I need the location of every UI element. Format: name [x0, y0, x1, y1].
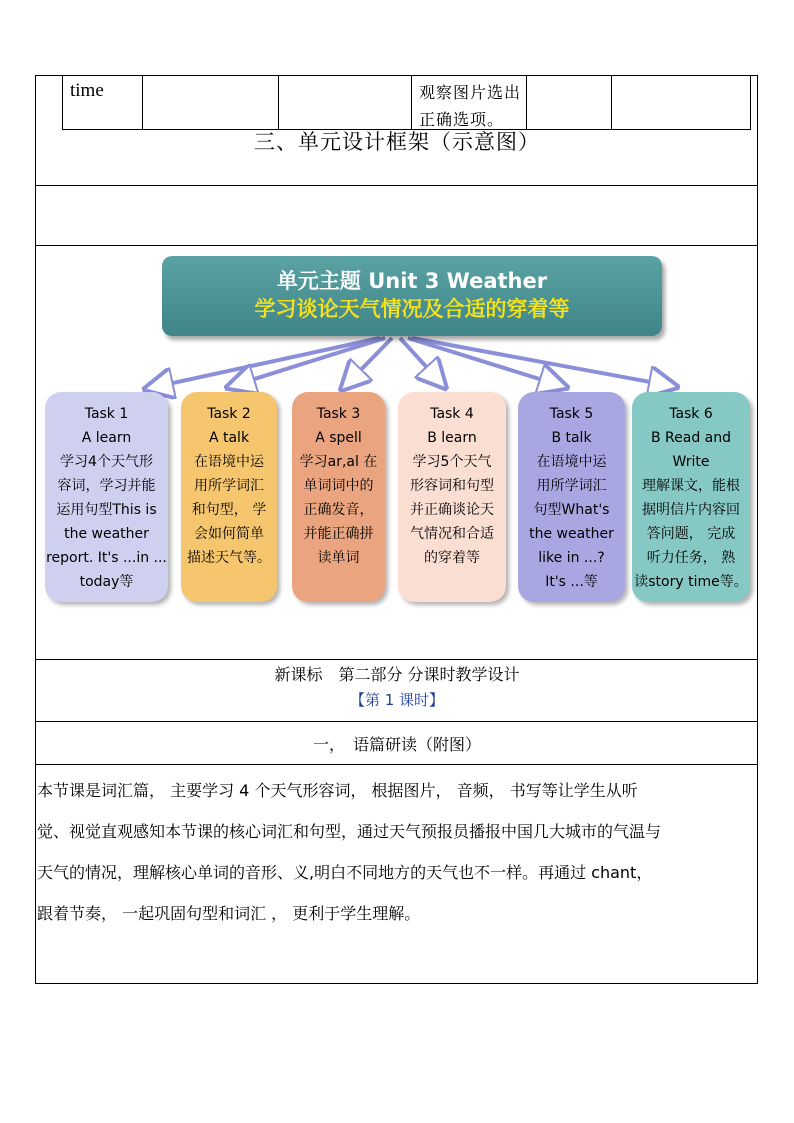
cell-time: time: [70, 80, 104, 101]
task-line: B Read and: [650, 430, 732, 446]
task-line: Task 5: [549, 406, 594, 422]
row-divider: [36, 659, 757, 660]
column-divider: [142, 76, 143, 129]
paragraph-line: 觉、视觉直观感知本节课的核心词汇和句型，通过天气预报员播报中国几大城市的气温与: [37, 822, 662, 841]
task-line: 运用句型This is: [56, 502, 157, 518]
task-line: A talk: [208, 430, 250, 446]
paragraph-line: 跟着节奏， 一起巩固句型和词汇 ， 更利于学生理解。: [37, 904, 421, 923]
task-line: 描述天气等。: [187, 550, 271, 566]
task-line: 用所学词汇: [536, 478, 607, 494]
task-line: 读单词: [317, 550, 360, 566]
task-line: the weather: [64, 526, 149, 542]
task-line: 气情况和合适: [410, 526, 494, 542]
task-line: 学习5个天气: [412, 454, 492, 470]
task-line: B learn: [427, 430, 477, 446]
task-line: 句型What's: [533, 502, 610, 518]
column-divider: [526, 76, 527, 129]
task-line: today等: [79, 574, 134, 590]
task-line: Task 3: [316, 406, 361, 422]
task-line: 学习4个天气形: [60, 454, 153, 470]
task-line: 形容词和句型: [410, 478, 494, 494]
banner-title: 单元主题 Unit 3 Weather: [276, 269, 548, 293]
task-box-6: [632, 392, 750, 602]
task-line: A spell: [315, 430, 362, 446]
task-line: 在语境中运: [194, 454, 264, 470]
lesson-number: 【第 1 课时】: [349, 691, 445, 709]
task-box-3: [292, 392, 385, 602]
task-line: 据明信片内容回: [642, 502, 740, 518]
cell-observe: 观察图片选出正确选项。: [419, 83, 522, 129]
unit-theme-banner: [162, 256, 662, 336]
task-line: 读story time等。: [634, 574, 748, 590]
task-line: 听力任务， 熟: [646, 550, 736, 566]
task-line: the weather: [529, 526, 614, 542]
paragraph-line: 天气的情况，理解核心单词的音形、义,明白不同地方的天气也不一样。再通过 chant，: [37, 863, 653, 882]
row-divider: [36, 764, 757, 765]
task-line: 在语境中运: [536, 454, 607, 470]
column-divider: [611, 76, 612, 129]
task-line: Write: [672, 454, 710, 470]
task-line: 容词，学习并能: [57, 478, 156, 494]
task-line: Task 4: [430, 406, 474, 422]
task-line: report. It's ...in ...: [46, 550, 167, 566]
task-line: 正确发音，: [303, 502, 374, 518]
task-line: like in ...?: [538, 550, 605, 566]
task-line: B talk: [551, 430, 592, 446]
task-line: 并正确谈论天: [410, 502, 494, 518]
text-analysis-paragraph: [37, 770, 759, 934]
row-divider: [36, 185, 757, 186]
task-line: 会如何简单: [194, 526, 264, 542]
task-line: 学习ar,al 在: [299, 454, 378, 470]
task-line: 的穿着等: [424, 550, 480, 566]
banner-subtitle: 学习谈论天气情况及合适的穿着等: [254, 297, 570, 321]
task-line: Task 2: [207, 406, 251, 422]
section-one-title: 一， 语篇研读（附图）: [312, 735, 481, 754]
row-divider: [36, 245, 757, 246]
paragraph-line: 本节课是词汇篇， 主要学习 4 个天气形容词， 根据图片， 音频， 书写等让学生从听: [37, 781, 638, 800]
task-line: 和句型， 学: [191, 502, 267, 518]
task-line: 答问题， 完成: [646, 526, 736, 542]
task-box-5: [518, 392, 625, 602]
task-line: It's ...等: [545, 574, 598, 590]
task-box-4: [398, 392, 506, 602]
task-line: 单词词中的: [303, 478, 374, 494]
task-box-1: [45, 392, 168, 602]
task-box-2: [181, 392, 277, 602]
section-three-title: 三、单元设计框架（示意图）: [254, 130, 540, 154]
task-line: Task 1: [84, 406, 129, 422]
inner-table: [62, 76, 751, 130]
task-line: 并能正确拼: [303, 526, 374, 542]
task-line: Task 6: [669, 406, 713, 422]
task-line: 理解课文，能根: [642, 478, 740, 494]
column-divider: [278, 76, 279, 129]
part-two-subtitle: 新课标 第二部分 分课时教学设计: [274, 665, 520, 684]
task-line: A learn: [81, 430, 132, 446]
column-divider: [411, 76, 412, 129]
row-divider: [36, 721, 757, 722]
task-line: 用所学词汇: [194, 478, 264, 494]
